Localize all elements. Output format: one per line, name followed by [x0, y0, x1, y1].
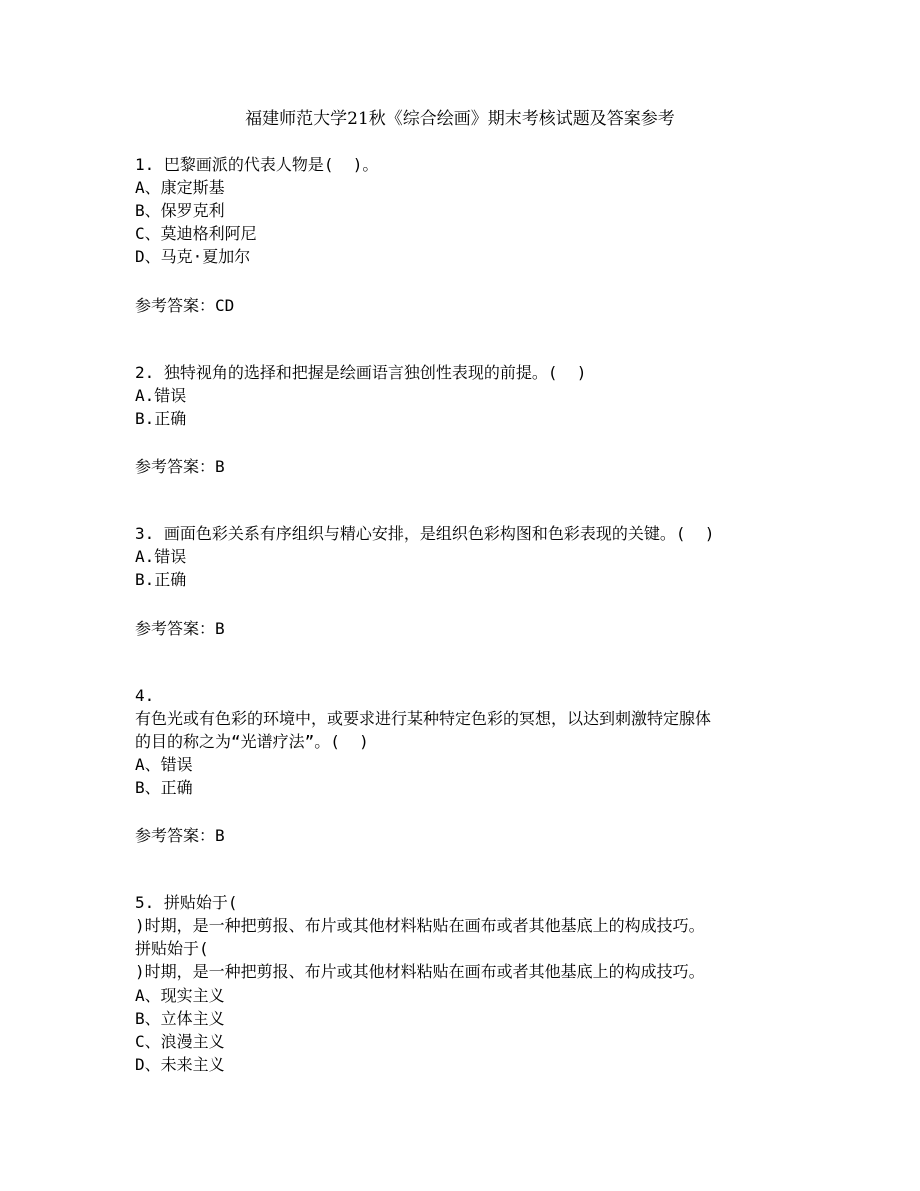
question-2-stem: 2. 独特视角的选择和把握是绘画语言独创性表现的前提。( ): [135, 363, 587, 382]
question-4-option-b: B、正确: [135, 778, 193, 797]
question-5-option-d: D、未来主义: [135, 1055, 225, 1074]
question-4-answer: 参考答案：B: [135, 826, 225, 845]
question-3-answer: 参考答案：B: [135, 619, 225, 638]
question-4-option-a: A、错误: [135, 755, 193, 774]
question-1-option-b: B、保罗克利: [135, 201, 225, 220]
question-1-stem: 1. 巴黎画派的代表人物是( )。: [135, 155, 379, 174]
question-4-stem-line-1: 有色光或有色彩的环境中，或要求进行某种特定色彩的冥想，以达到刺激特定腺体: [135, 709, 712, 728]
question-2-option-a: A.错误: [135, 386, 187, 405]
question-1-option-c: C、莫迪格利阿尼: [135, 224, 257, 243]
question-1-answer: 参考答案：CD: [135, 296, 235, 315]
question-1-option-d: D、马克·夏加尔: [135, 247, 251, 266]
question-3-option-b: B.正确: [135, 570, 187, 589]
question-4-stem-line-2: 的目的称之为“光谱疗法”。( ): [135, 732, 369, 751]
question-2-answer: 参考答案：B: [135, 457, 225, 476]
question-5-stem-line-1: 5. 拼贴始于(: [135, 893, 238, 912]
question-5-option-a: A、现实主义: [135, 986, 225, 1005]
question-5-option-c: C、浪漫主义: [135, 1032, 225, 1051]
question-4-number: 4.: [135, 686, 155, 705]
question-2-option-b: B.正确: [135, 409, 187, 428]
question-3-stem: 3. 画面色彩关系有序组织与精心安排，是组织色彩构图和色彩表现的关键。( ): [135, 524, 715, 543]
question-5-stem-line-2: )时期，是一种把剪报、布片或其他材料粘贴在画布或者其他基底上的构成技巧。: [135, 916, 705, 935]
question-5-option-b: B、立体主义: [135, 1009, 225, 1028]
document-title: 福建师范大学21秋《综合绘画》期末考核试题及答案参考: [245, 109, 675, 129]
question-1-option-a: A、康定斯基: [135, 178, 225, 197]
question-3-option-a: A.错误: [135, 547, 187, 566]
question-5-stem-line-4: )时期，是一种把剪报、布片或其他材料粘贴在画布或者其他基底上的构成技巧。: [135, 962, 705, 981]
question-5-stem-line-3: 拼贴始于(: [135, 939, 209, 958]
